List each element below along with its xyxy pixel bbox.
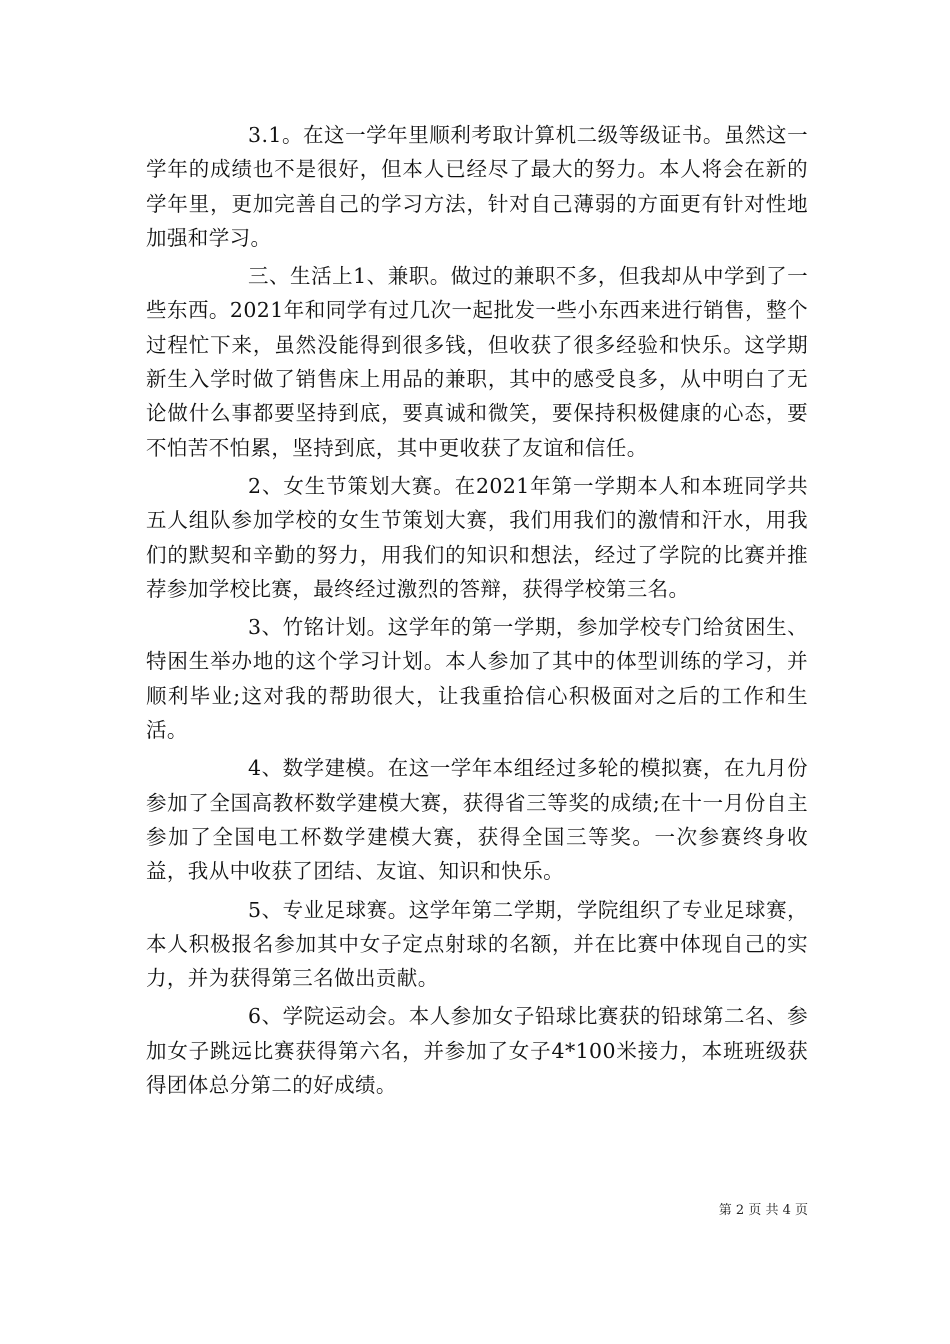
paragraph: 4、数学建模。在这一学年本组经过多轮的模拟赛，在九月份参加了全国高教杯数学建模大赛，获得省三等奖的成绩;在十一月份自主参加了全国电工杯数学建模大赛，获得全国三等奖。一次参赛终身收益，我从中收获了团结、友谊、知识和快乐。	[146, 756, 808, 884]
paragraph: 3、竹铭计划。这学年的第一学期，参加学校专门给贫困生、特困生举办地的这个学习计划。本人参加了其中的体型训练的学习，并顺利毕业;这对我的帮助很大，让我重拾信心积极面对之后的工作和生活。	[146, 615, 808, 743]
paragraph: 2、女生节策划大赛。在2021年第一学期本人和本班同学共五人组队参加学校的女生节策划大赛，我们用我们的激情和汗水，用我们的默契和辛勤的努力，用我们的知识和想法，经过了学院的比赛并推荐参加学校比赛，最终经过激烈的答辩，获得学校第三名。	[146, 473, 808, 601]
paragraph: 5、专业足球赛。这学年第二学期，学院组织了专业足球赛，本人积极报名参加其中女子定点射球的名额，并在比赛中体现自己的实力，并为获得第三名做出贡献。	[146, 897, 808, 991]
page-number-footer: 第 2 页 共 4 页	[718, 1203, 808, 1218]
paragraph: 3.1。在这一学年里顺利考取计算机二级等级证书。虽然这一学年的成绩也不是很好，但本人已经尽了最大的努力。本人将会在新的学年里，更加完善自己的学习方法，针对自己薄弱的方面更有针对性地加强和学习。	[146, 123, 808, 250]
document-body	[146, 118, 808, 1106]
paragraph: 三、生活上1、兼职。做过的兼职不多，但我却从中学到了一些东西。2021年和同学有过几次一起批发一些小东西来进行销售，整个过程忙下来，虽然没能得到很多钱，但收获了很多经验和快乐。这学期新生入学时做了销售床上用品的兼职，其中的感受良多，从中明白了无论做什么事都要坚持到底，要真诚和微笑，要保持积极健康的心态，要不怕苦不怕累，坚持到底，其中更收获了友谊和信任。	[146, 264, 808, 460]
paragraph: 6、学院运动会。本人参加女子铅球比赛获的铅球第二名、参加女子跳远比赛获得第六名，并参加了女子4*100米接力，本班班级获得团体总分第二的好成绩。	[146, 1004, 808, 1098]
